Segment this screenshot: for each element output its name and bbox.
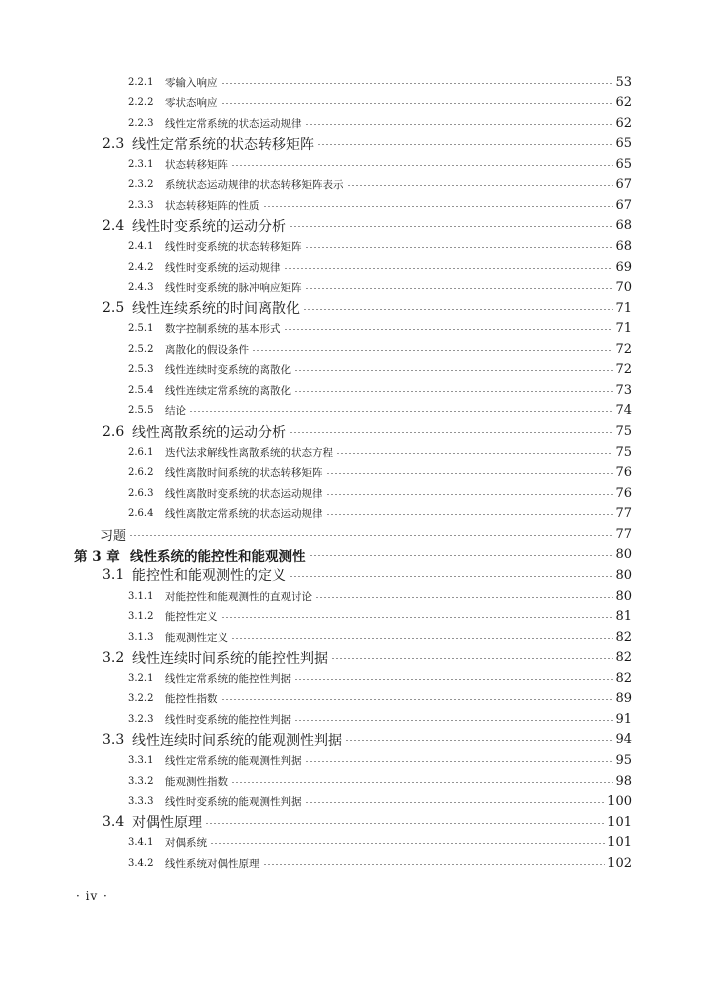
toc-entry-number: 3.2.2 <box>128 693 154 705</box>
toc-entry <box>0 442 706 462</box>
toc-entry-page: 71 <box>615 321 632 337</box>
dot-leader <box>263 864 606 865</box>
toc-entry <box>0 339 706 359</box>
toc-entry <box>0 278 706 298</box>
toc-entry-number: 2.2.1 <box>128 76 154 88</box>
dot-leader <box>294 720 613 721</box>
toc-entry-page: 80 <box>615 588 632 604</box>
toc-entry <box>0 689 706 709</box>
toc-entry <box>0 463 706 483</box>
toc-entry-page: 75 <box>615 424 632 440</box>
toc-entry-title: 线性时变系统的脉冲响应矩阵 <box>165 282 302 295</box>
dot-leader <box>263 206 614 207</box>
toc-entry-title: 线性定常系统的状态运动规律 <box>165 117 302 130</box>
toc-entry-number: 3.1.3 <box>128 631 154 643</box>
toc-entry-page: 80 <box>615 567 632 583</box>
toc-entry <box>0 750 706 770</box>
toc-entry-number: 2.2.3 <box>128 117 154 129</box>
toc-entry-number: 2.6.1 <box>128 446 154 458</box>
dot-leader <box>305 288 614 289</box>
toc-entry-title: 线性连续时变系统的离散化 <box>165 364 291 377</box>
toc-entry-number: 2.6.2 <box>128 467 154 479</box>
toc-entry-title: 线性时变系统的运动规律 <box>165 261 281 274</box>
dot-leader <box>326 494 614 495</box>
toc-entry-page: 81 <box>615 609 632 625</box>
toc-entry-title: 线性时变系统的能控性判据 <box>165 713 291 726</box>
toc-entry-title: 线性连续时间系统的能观测性判据 <box>132 732 342 749</box>
toc-entry-page: 65 <box>615 136 632 152</box>
dot-leader <box>289 432 613 433</box>
toc-entry-title: 线性离散定常系统的状态运动规律 <box>165 508 323 521</box>
toc-entry-page: 91 <box>615 711 632 727</box>
toc-entry-number: 2.5.1 <box>128 323 154 335</box>
dot-leader <box>129 535 613 536</box>
toc-entry <box>0 545 706 565</box>
dot-leader <box>345 740 613 741</box>
toc-entry-number: 第 3 章 <box>74 548 120 565</box>
dot-leader <box>221 617 614 618</box>
toc-entry-title: 能观测性定义 <box>165 631 228 644</box>
toc-entry-number: 3.4.1 <box>128 837 154 849</box>
toc-entry-page: 80 <box>615 547 632 563</box>
dot-leader <box>331 658 613 659</box>
toc-entry <box>0 216 706 236</box>
toc-entry <box>0 195 706 215</box>
toc-entry-page: 71 <box>615 300 632 316</box>
toc-entry-page: 95 <box>615 752 632 768</box>
toc-entry-title: 系统状态运动规律的状态转移矩阵表示 <box>165 179 344 192</box>
toc-entry-number: 2.6.4 <box>128 508 154 520</box>
dot-leader <box>252 350 613 351</box>
toc-entry <box>0 504 706 524</box>
toc-entry <box>0 257 706 277</box>
dot-leader <box>305 124 614 125</box>
toc-entry-number: 2.5.2 <box>128 343 154 355</box>
toc-entry-page: 76 <box>615 465 632 481</box>
dot-leader <box>336 453 613 454</box>
toc-entry <box>0 586 706 606</box>
dot-leader <box>205 823 605 824</box>
toc-entry-title: 对偶系统 <box>165 837 207 850</box>
toc-entry <box>0 422 706 442</box>
toc-entry-title: 线性连续时间系统的能控性判据 <box>132 650 328 667</box>
toc-entry-number: 2.5 <box>102 300 125 317</box>
toc-entry-page: 77 <box>615 526 632 542</box>
toc-entry-number: 3.2.1 <box>128 672 154 684</box>
toc-entry <box>0 730 706 750</box>
toc-entry-title: 线性时变系统的运动分析 <box>132 218 286 235</box>
toc-entry-number: 3.2.3 <box>128 713 154 725</box>
toc-entry <box>0 113 706 133</box>
toc-entry-page: 77 <box>615 506 632 522</box>
toc-entry-page: 98 <box>615 773 632 789</box>
dot-leader <box>326 514 614 515</box>
toc-entry-page: 82 <box>615 629 632 645</box>
toc-entry-number: 2.3.2 <box>128 179 154 191</box>
dot-leader <box>289 576 613 577</box>
toc-entry-title: 零状态响应 <box>165 97 218 110</box>
toc-entry <box>0 236 706 256</box>
toc-entry-page: 74 <box>615 403 632 419</box>
toc-entry <box>0 607 706 627</box>
dot-leader <box>347 185 614 186</box>
toc-entry-page: 69 <box>615 259 632 275</box>
toc-entry-title: 状态转移矩阵 <box>165 158 228 171</box>
toc-entry <box>0 853 706 873</box>
toc-entry-number: 2.6 <box>102 423 125 440</box>
toc-entry <box>0 319 706 339</box>
dot-leader <box>284 329 614 330</box>
toc-entry-title: 习题 <box>100 528 127 544</box>
toc-entry <box>0 298 706 318</box>
toc-entry-page: 82 <box>615 650 632 666</box>
toc-entry-title: 对能控性和能观测性的直观讨论 <box>165 590 312 603</box>
dot-leader <box>231 638 613 639</box>
dot-leader <box>305 247 614 248</box>
toc-entry-page: 65 <box>615 156 632 172</box>
dot-leader <box>221 699 614 700</box>
toc-entry-number: 3.1.1 <box>128 590 154 602</box>
toc-entry <box>0 648 706 668</box>
dot-leader <box>294 679 613 680</box>
toc-entry-title: 线性时变系统的状态转移矩阵 <box>165 240 302 253</box>
toc-entry <box>0 565 706 585</box>
dot-leader <box>294 391 613 392</box>
toc-entry-title: 线性时变系统的能观测性判据 <box>165 796 302 809</box>
toc-entry <box>0 833 706 853</box>
toc-entry-number: 2.3 <box>102 135 125 152</box>
dot-leader <box>284 268 614 269</box>
toc-entry-number: 2.3.3 <box>128 199 154 211</box>
toc-entry-title: 迭代法求解线性离散系统的状态方程 <box>165 446 333 459</box>
toc-entry-title: 线性离散时间系统的状态转移矩阵 <box>165 467 323 480</box>
toc-entry-page: 70 <box>615 280 632 296</box>
toc-entry-page: 53 <box>615 74 632 90</box>
toc-entry <box>0 812 706 832</box>
toc-entry <box>0 401 706 421</box>
toc-entry-page: 100 <box>607 794 632 810</box>
toc-entry-number: 2.5.5 <box>128 405 154 417</box>
toc-entry-page: 89 <box>615 691 632 707</box>
toc-entry-number: 3.4.2 <box>128 857 154 869</box>
toc-entry-number: 2.6.3 <box>128 487 154 499</box>
toc-entry-title: 能控性和能观测性的定义 <box>132 568 286 585</box>
dot-leader <box>221 83 614 84</box>
toc-entry-number: 2.3.1 <box>128 158 154 170</box>
toc-entry-title: 线性连续系统的时间离散化 <box>132 301 300 318</box>
dot-leader <box>309 555 614 556</box>
dot-leader <box>305 802 606 803</box>
toc-entry-title: 结论 <box>165 405 186 418</box>
toc-entry <box>0 483 706 503</box>
toc-entry-page: 72 <box>615 362 632 378</box>
toc-entry-page: 62 <box>615 115 632 131</box>
toc-entry-number: 2.2.2 <box>128 97 154 109</box>
dot-leader <box>326 473 614 474</box>
dot-leader <box>315 597 613 598</box>
toc-entry-title: 对偶性原理 <box>132 815 202 832</box>
toc-entry-page: 101 <box>607 814 632 830</box>
toc-entry <box>0 93 706 113</box>
toc-entry-number: 3.3.3 <box>128 796 154 808</box>
toc-entry-number: 3.3.1 <box>128 754 154 766</box>
toc-entry-number: 3.2 <box>102 649 125 666</box>
toc-entry-number: 2.5.3 <box>128 364 154 376</box>
toc-entry-page: 75 <box>615 444 632 460</box>
toc-entry-page: 68 <box>615 238 632 254</box>
toc-entry <box>0 668 706 688</box>
toc-entry-page: 67 <box>615 177 632 193</box>
toc-entry <box>0 792 706 812</box>
toc-entry-title: 线性定常系统的状态转移矩阵 <box>132 136 314 153</box>
toc-entry-page: 76 <box>615 485 632 501</box>
toc-entry <box>0 627 706 647</box>
toc-entry <box>0 380 706 400</box>
toc-entry-page: 94 <box>615 732 632 748</box>
toc-entry-title: 能控性指数 <box>165 693 218 706</box>
toc-entry-page: 72 <box>615 341 632 357</box>
dot-leader <box>210 843 605 844</box>
toc-entry-title: 线性离散系统的运动分析 <box>132 424 286 441</box>
toc-entry-title: 数字控制系统的基本形式 <box>165 323 281 336</box>
toc-entry-page: 73 <box>615 382 632 398</box>
toc-entry-number: 2.4.3 <box>128 282 154 294</box>
toc-entry-number: 3.1.2 <box>128 611 154 623</box>
toc-entry-title: 线性定常系统的能控性判据 <box>165 672 291 685</box>
toc-entry <box>0 175 706 195</box>
toc-entry <box>0 709 706 729</box>
toc-entry-title: 线性系统对偶性原理 <box>165 857 260 870</box>
dot-leader <box>294 370 613 371</box>
dot-leader <box>317 144 613 145</box>
dot-leader <box>231 782 613 783</box>
toc-entry-title: 能控性定义 <box>165 611 218 624</box>
toc-entry-title: 状态转移矩阵的性质 <box>165 199 260 212</box>
page-folio: · iv · <box>76 889 108 903</box>
toc-entry <box>0 72 706 92</box>
toc-entry-number: 3.1 <box>102 567 125 584</box>
toc-entry-page: 82 <box>615 670 632 686</box>
toc-entry-title: 零输入响应 <box>165 76 218 89</box>
toc-entry <box>0 524 706 544</box>
toc-entry-title: 能观测性指数 <box>165 775 228 788</box>
dot-leader <box>221 103 614 104</box>
toc-entry-number: 2.5.4 <box>128 384 154 396</box>
toc-entry-title: 线性系统的能控性和能观测性 <box>130 548 306 565</box>
dot-leader <box>305 761 614 762</box>
toc-entry-number: 2.4.1 <box>128 240 154 252</box>
toc-entry-page: 68 <box>615 218 632 234</box>
dot-leader <box>289 226 613 227</box>
toc-entry-page: 67 <box>615 197 632 213</box>
toc-entry-number: 3.4 <box>102 814 125 831</box>
toc-entry-page: 62 <box>615 95 632 111</box>
toc-entry-page: 102 <box>607 855 632 871</box>
toc-entry <box>0 134 706 154</box>
toc-entry-title: 线性连续定常系统的离散化 <box>165 384 291 397</box>
toc-entry-title: 线性定常系统的能观测性判据 <box>165 754 302 767</box>
dot-leader <box>189 411 613 412</box>
toc-entry-number: 3.3.2 <box>128 775 154 787</box>
dot-leader <box>231 165 613 166</box>
toc-entry <box>0 771 706 791</box>
toc-entry-page: 101 <box>607 835 632 851</box>
toc-entry-number: 3.3 <box>102 731 125 748</box>
toc-entry-title: 离散化的假设条件 <box>165 343 249 356</box>
toc-entry <box>0 154 706 174</box>
toc-entry-number: 2.4 <box>102 217 125 234</box>
toc-entry-title: 线性离散时变系统的状态运动规律 <box>165 487 323 500</box>
toc-entry-number: 2.4.2 <box>128 261 154 273</box>
dot-leader <box>303 309 613 310</box>
toc-entry <box>0 360 706 380</box>
